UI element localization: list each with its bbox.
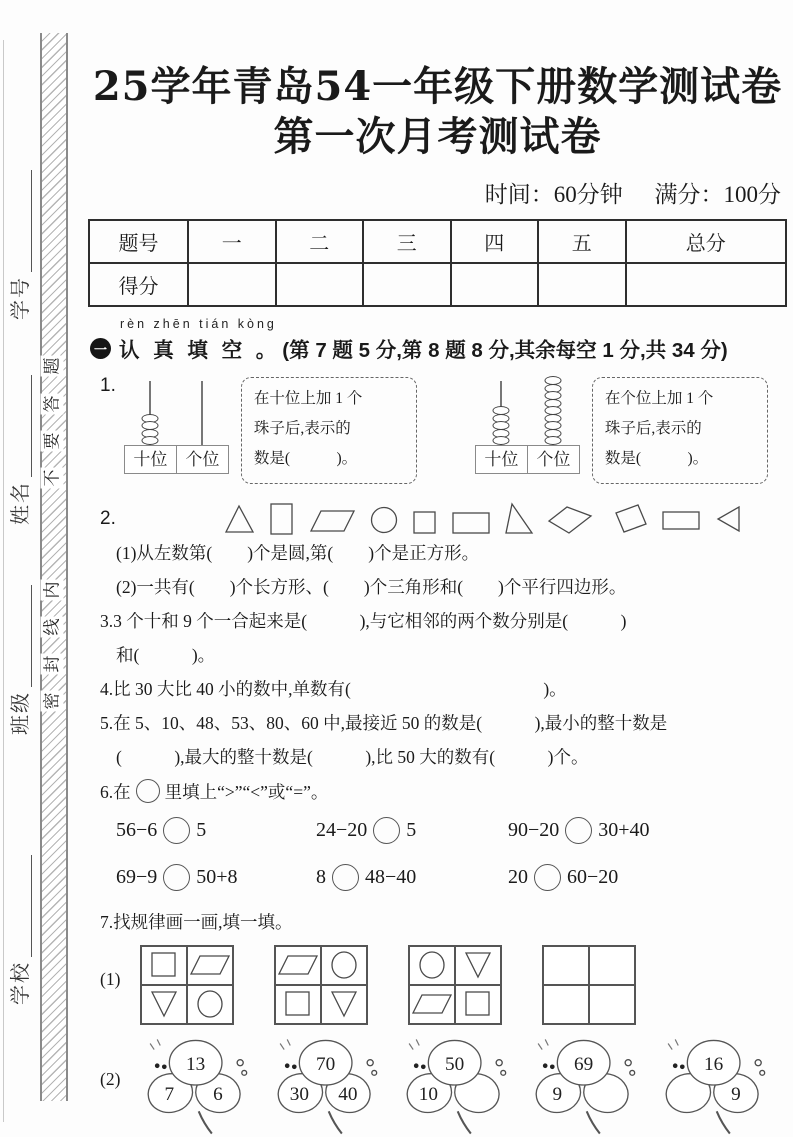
score-table-header-row xyxy=(89,220,786,263)
score-cell xyxy=(626,263,787,306)
q1-box1-line1: 在十位上加 1 个 xyxy=(253,390,363,407)
clover-stem xyxy=(458,1111,471,1133)
abacus-2-ones-rod xyxy=(527,381,579,445)
bubble-mark xyxy=(755,1059,761,1065)
ones-label: 个位 xyxy=(536,450,571,469)
triangle-down-shape xyxy=(141,985,187,1024)
parallelogram-shape xyxy=(308,503,356,535)
tens-label: 十位 xyxy=(476,446,528,473)
square-shape xyxy=(455,985,501,1024)
abacus-1-ones-rod xyxy=(176,381,228,445)
circle-shape xyxy=(321,946,367,985)
q1-box1-line3: 数是( )。 xyxy=(253,450,358,468)
clover-1 xyxy=(140,1035,251,1137)
class-blank-line xyxy=(7,585,32,687)
compare-circle xyxy=(332,864,359,891)
square-shape xyxy=(141,946,187,985)
school-label: 学校 xyxy=(10,961,32,1005)
name-label: 姓名 xyxy=(10,481,32,525)
q1-hint-box-2 xyxy=(592,377,768,484)
q4-line1: 4.比 30 大比 40 小的数中,单数有( )。 xyxy=(100,679,567,700)
paper-meta xyxy=(88,176,787,209)
pattern-grid-3 xyxy=(408,945,502,1025)
ones-label: 个位 xyxy=(185,450,220,469)
q6-item-1 xyxy=(116,817,316,844)
clover-top-number: 13 xyxy=(186,1053,206,1075)
clover-eye xyxy=(155,1063,160,1068)
abacus-2-tens-rod xyxy=(475,381,527,445)
rect-wide-shape-2 xyxy=(661,504,701,534)
clover-left-number: 7 xyxy=(164,1083,175,1105)
q7-clover-row xyxy=(88,1035,787,1137)
expr-right: 50+8 xyxy=(196,865,238,888)
q3-line2: 和( )。 xyxy=(116,645,216,666)
empty-cell xyxy=(543,946,589,985)
sweat-marks xyxy=(538,1039,548,1049)
q6-item-2 xyxy=(316,817,508,844)
q1-box2-line2: 珠子后,表示的 xyxy=(604,420,702,438)
clover-5 xyxy=(658,1035,769,1137)
question-1 xyxy=(88,375,787,484)
pattern-grid-1 xyxy=(140,945,234,1025)
q1-box2-line3: 数是( )。 xyxy=(604,450,709,468)
clover-stem xyxy=(199,1111,212,1133)
rect-tall-shape xyxy=(269,502,295,536)
section-1-title: 认 真 填 空 。 xyxy=(119,339,281,362)
circle-shape xyxy=(369,502,399,536)
score-cell xyxy=(276,263,364,306)
q7-pattern-grids xyxy=(88,945,787,1025)
triangle-shape xyxy=(224,503,256,535)
section-1-header xyxy=(88,317,787,363)
score-cell xyxy=(363,263,451,306)
circle-shape xyxy=(409,946,455,985)
q6-item-6 xyxy=(508,864,787,891)
q1-hint-box-1 xyxy=(241,377,417,484)
score-col-3: 三 xyxy=(363,220,451,263)
clover-3 xyxy=(399,1035,510,1137)
sweat-marks xyxy=(280,1039,290,1049)
q6-item-3 xyxy=(508,817,787,844)
full-score: 满分：100分 xyxy=(654,182,781,207)
expr-right: 5 xyxy=(406,818,417,841)
q5-line2: ( ),最大的整十数是( ),比 50 大的数有( )个。 xyxy=(116,747,589,768)
bead xyxy=(492,436,509,445)
student-id-label: 学号 xyxy=(10,276,32,320)
q1-box2-line1: 在个位上加 1 个 xyxy=(604,390,714,407)
triangle-left-shape xyxy=(714,503,742,535)
score-col-4: 四 xyxy=(451,220,539,263)
q6-item-4 xyxy=(116,864,316,891)
q7-sub2-label: (2) xyxy=(100,1068,121,1089)
q6-header xyxy=(88,775,787,809)
bubble-mark xyxy=(501,1070,506,1075)
q6-suffix: 里填上“>”“<”或“=”。 xyxy=(164,781,329,802)
expr-left: 24−20 xyxy=(316,818,368,841)
right-triangle-shape xyxy=(504,502,534,536)
seal-char: 内 xyxy=(42,581,62,599)
bubble-mark xyxy=(759,1070,764,1075)
school-field xyxy=(8,855,32,1005)
triangle-down-shape xyxy=(321,985,367,1024)
time-limit: 时间：60分钟 xyxy=(484,182,623,207)
clover-eye xyxy=(292,1064,297,1069)
q1-box1-line2: 珠子后,表示的 xyxy=(253,420,351,438)
expr-left: 20 xyxy=(508,865,528,888)
bubble-mark xyxy=(238,1059,244,1065)
clover-top-number: 50 xyxy=(445,1053,465,1075)
clover-right-number: 6 xyxy=(213,1083,224,1105)
clover-eye xyxy=(414,1063,419,1068)
bubble-mark xyxy=(625,1059,631,1065)
seal-char: 答 xyxy=(42,395,62,413)
name-field xyxy=(8,375,32,525)
bubble-mark xyxy=(367,1059,373,1065)
section-number-icon: 一 xyxy=(90,338,111,359)
expr-right: 60−20 xyxy=(567,865,619,888)
section-1-pinyin: rèn zhēn tián kòng xyxy=(120,317,277,331)
compare-circle xyxy=(565,817,592,844)
clover-2 xyxy=(270,1035,381,1137)
q6-item-5 xyxy=(316,864,508,891)
compare-circle xyxy=(163,817,190,844)
compare-circle xyxy=(534,864,561,891)
clover-eye xyxy=(550,1064,555,1069)
clover-right-number: 9 xyxy=(730,1083,741,1105)
q6-items xyxy=(88,817,787,891)
empty-cell xyxy=(589,946,635,985)
seal-char: 密 xyxy=(42,692,62,710)
expr-left: 90−20 xyxy=(508,818,560,841)
student-id-field xyxy=(8,170,32,320)
diamond-shape xyxy=(547,503,593,535)
seal-char: 要 xyxy=(42,432,62,450)
abacus-1-base xyxy=(124,445,229,474)
clover-top-number: 16 xyxy=(703,1053,723,1075)
score-table-corner: 题号 xyxy=(89,220,188,263)
question-2 xyxy=(88,502,787,536)
clover-left-number: 30 xyxy=(289,1083,309,1105)
clover-eye xyxy=(543,1063,548,1068)
class-field xyxy=(8,585,32,735)
score-cell xyxy=(451,263,539,306)
score-cell xyxy=(538,263,626,306)
clover-4 xyxy=(528,1035,639,1137)
pattern-grid-4-empty xyxy=(542,945,636,1025)
compare-circle xyxy=(373,817,400,844)
class-label: 班级 xyxy=(10,691,32,735)
parallelogram-shape xyxy=(187,946,233,985)
clover-stem xyxy=(716,1111,729,1133)
q5-line1: 5.在 5、10、48、53、80、60 中,最接近 50 的数是( ),最小的整十数是 xyxy=(100,713,668,734)
paper-title-line2: 第一次月考测试卷 xyxy=(273,113,602,160)
q1-number: 1. xyxy=(100,375,116,396)
circle-shape xyxy=(187,985,233,1024)
bubble-mark xyxy=(242,1070,247,1075)
expr-right: 5 xyxy=(196,818,207,841)
empty-cell xyxy=(543,985,589,1024)
bead xyxy=(544,436,561,445)
tens-label: 十位 xyxy=(125,446,177,473)
score-table-score-row xyxy=(89,263,786,306)
clover-eye xyxy=(421,1064,426,1069)
name-blank-line xyxy=(7,375,32,477)
square-shape xyxy=(275,985,321,1024)
clover-top-number: 70 xyxy=(315,1053,335,1075)
expr-left: 8 xyxy=(316,865,326,888)
expr-right: 48−40 xyxy=(365,865,417,888)
sweat-marks xyxy=(409,1039,419,1049)
score-col-2: 二 xyxy=(276,220,364,263)
q2-number: 2. xyxy=(100,507,116,529)
seal-char: 不 xyxy=(42,469,62,487)
score-table xyxy=(88,219,787,307)
triangle-down-shape xyxy=(455,946,501,985)
abacus-1 xyxy=(124,381,229,474)
page-edge-line xyxy=(3,40,4,1122)
q3-line1: 3.3 个十和 9 个一合起来是( ),与它相邻的两个数分别是( ) xyxy=(100,610,627,631)
clover-left-number: 10 xyxy=(418,1083,438,1105)
parallelogram-shape xyxy=(275,946,321,985)
q6-prefix: 6.在 xyxy=(100,781,131,802)
student-id-blank-line xyxy=(7,170,32,272)
q7-sub1-label: (1) xyxy=(100,968,121,989)
bubble-mark xyxy=(496,1059,502,1065)
clover-top-number: 69 xyxy=(574,1053,594,1075)
empty-cell xyxy=(589,985,635,1024)
q7-header: 7.找规律画一画,填一填。 xyxy=(100,911,293,932)
score-row-label: 得分 xyxy=(89,263,188,306)
expr-left: 69−9 xyxy=(116,865,158,888)
clover-eye xyxy=(680,1064,685,1069)
q2-sub1: (1)从左数第( )个是圆,第( )个是正方形。 xyxy=(116,542,480,563)
school-blank-line xyxy=(7,855,32,957)
clover-stem xyxy=(587,1111,600,1133)
example-circle xyxy=(136,779,160,803)
abacus-2 xyxy=(475,381,580,474)
bubble-mark xyxy=(372,1070,377,1075)
compare-circle xyxy=(163,864,190,891)
clover-eye xyxy=(285,1063,290,1068)
clover-eye xyxy=(673,1063,678,1068)
clover-eye xyxy=(162,1064,167,1069)
rect-wide-shape xyxy=(451,503,491,535)
score-col-1: 一 xyxy=(188,220,276,263)
pattern-grid-2 xyxy=(274,945,368,1025)
score-col-5: 五 xyxy=(538,220,626,263)
q2-sub2: (2)一共有( )个长方形、( )个三角形和( )个平行四边形。 xyxy=(116,576,627,597)
sweat-marks xyxy=(668,1039,678,1049)
clover-right-number: 40 xyxy=(338,1083,358,1105)
square-shape xyxy=(412,503,438,535)
clover-left-number: 9 xyxy=(552,1083,563,1105)
seal-char: 题 xyxy=(42,357,62,375)
score-cell xyxy=(188,263,276,306)
expr-left: 56−6 xyxy=(116,818,158,841)
clover-stem xyxy=(328,1111,341,1133)
parallelogram-shape xyxy=(409,985,455,1024)
bead xyxy=(141,436,158,445)
sweat-marks xyxy=(151,1039,161,1049)
abacus-2-base xyxy=(475,445,580,474)
score-col-total: 总分 xyxy=(626,220,787,263)
bubble-mark xyxy=(630,1070,635,1075)
expr-right: 30+40 xyxy=(598,818,650,841)
abacus-1-tens-rod xyxy=(124,381,176,445)
seal-line-band xyxy=(40,33,68,1101)
q2-shape-strip xyxy=(224,502,742,536)
paper-title-line1: 25学年青岛54一年级下册数学测试卷 xyxy=(92,63,783,110)
seal-char: 封 xyxy=(42,655,62,673)
section-1-note: (第 7 题 5 分,第 8 题 8 分,其余每空 1 分,共 34 分) xyxy=(282,339,728,362)
rect-tilted-shape xyxy=(606,503,648,535)
test-paper xyxy=(88,0,787,1137)
seal-char: 线 xyxy=(42,618,62,636)
